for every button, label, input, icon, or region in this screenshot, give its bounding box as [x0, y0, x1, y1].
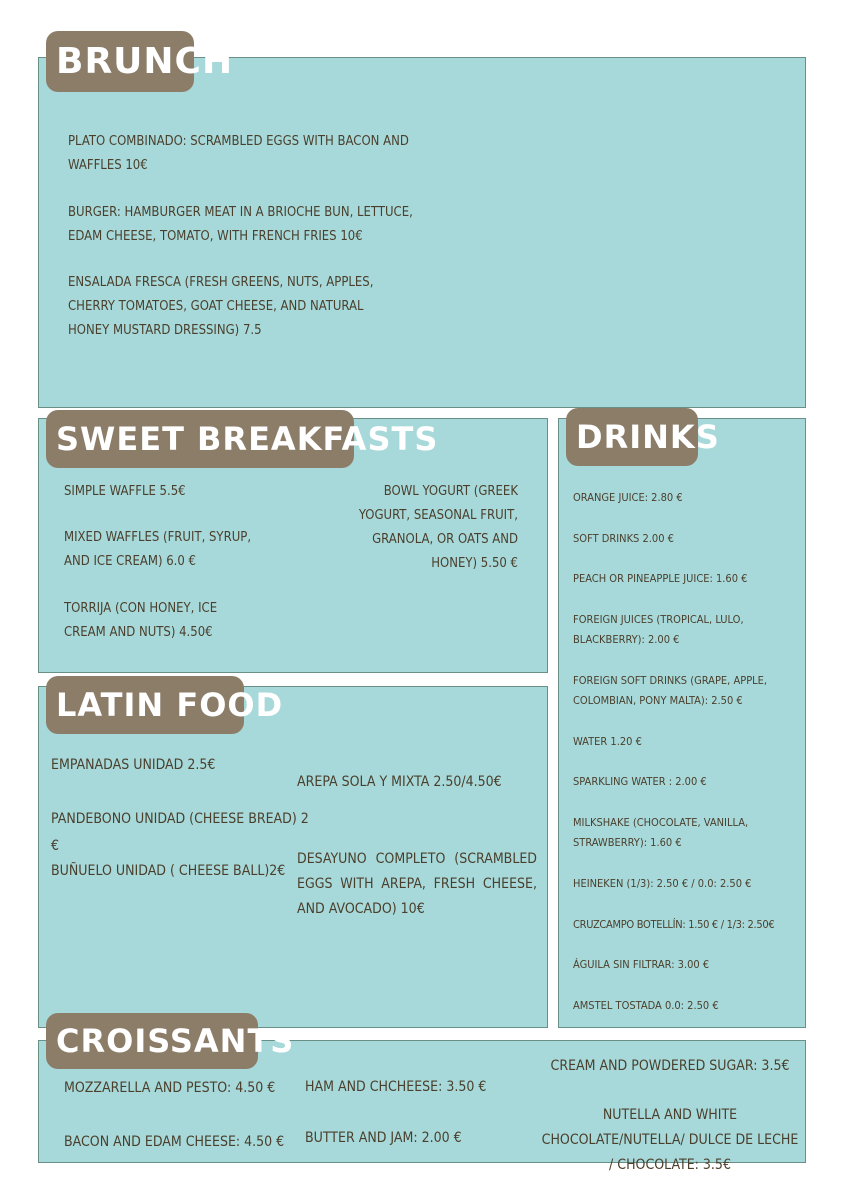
drink-item: SPARKLING WATER : 2.00 € [573, 775, 707, 788]
drinks-heading: DRINKS [566, 408, 698, 466]
drinks-section [558, 418, 806, 1028]
latin-food-heading: LATIN FOOD [46, 676, 244, 734]
croissant-item: BUTTER AND JAM: 2.00 € [305, 1130, 462, 1146]
drink-item: AMSTEL TOSTADA 0.0: 2.50 € [573, 999, 719, 1012]
drink-item: FOREIGN JUICES (TROPICAL, LULO, BLACKBERRY): 2.00 € [573, 613, 744, 646]
latin-item: EMPANADAS UNIDAD 2.5€ [51, 757, 216, 773]
sweet-item: MIXED WAFFLES (FRUIT, SYRUP, AND ICE CREAM) 6.0 € [64, 530, 252, 569]
croissants-heading: CROISSANTS [46, 1013, 258, 1069]
drink-item: ORANGE JUICE: 2.80 € [573, 491, 683, 504]
latin-item: DESAYUNO COMPLETO (SCRAMBLED EGGS WITH AREPA, FRESH CHEESE, AND AVOCADO) 10€ [297, 851, 537, 917]
brunch-item: BURGER: HAMBURGER MEAT IN A BRIOCHE BUN, LETTUCE, EDAM CHEESE, TOMATO, WITH FRENCH FRIES 10€ [68, 205, 413, 244]
croissant-item: MOZZARELLA AND PESTO: 4.50 € [64, 1080, 276, 1096]
sweet-item: SIMPLE WAFFLE 5.5€ [64, 484, 186, 499]
drink-item: PEACH OR PINEAPPLE JUICE: 1.60 € [573, 572, 748, 585]
croissant-item: NUTELLA AND WHITE CHOCOLATE/NUTELLA/ DULCE DE LECHE / CHOCOLATE: 3.5€ [541, 1107, 799, 1173]
drink-item: SOFT DRINKS 2.00 € [573, 532, 674, 545]
croissant-item: CREAM AND POWDERED SUGAR: 3.5€ [550, 1058, 790, 1074]
drink-item: WATER 1.20 € [573, 735, 642, 748]
brunch-heading: BRUNCH [46, 31, 194, 92]
sweet-item: BOWL YOGURT (GREEK YOGURT, SEASONAL FRUIT, GRANOLA, OR OATS AND HONEY) 5.50 € [358, 484, 518, 571]
drink-item: ÁGUILA SIN FILTRAR: 3.00 € [573, 958, 710, 971]
croissant-item: HAM AND CHCHEESE: 3.50 € [305, 1079, 487, 1095]
sweet-item: TORRIJA (CON HONEY, ICE CREAM AND NUTS) 4.50€ [64, 601, 218, 640]
drink-item: FOREIGN SOFT DRINKS (GRAPE, APPLE, COLOMBIAN, PONY MALTA): 2.50 € [573, 674, 768, 707]
drink-item: HEINEKEN (1/3): 2.50 € / 0.0: 2.50 € [573, 877, 752, 890]
drink-item: CRUZCAMPO BOTELLÍN: 1.50 € / 1/3: 2.50€ [573, 918, 775, 931]
brunch-item: ENSALADA FRESCA (FRESH GREENS, NUTS, APPLES, CHERRY TOMATOES, GOAT CHEESE, AND NATURAL HONEY MUSTARD DRESSING) 7.5 [68, 275, 374, 338]
drink-item: MILKSHAKE (CHOCOLATE, VANILLA, STRAWBERRY): 1.60 € [573, 816, 749, 849]
croissant-item: BACON AND EDAM CHEESE: 4.50 € [64, 1134, 285, 1150]
latin-item: BUÑUELO UNIDAD ( CHEESE BALL)2€ [51, 863, 286, 879]
sweet-breakfasts-heading: SWEET BREAKFASTS [46, 410, 354, 468]
latin-item: AREPA SOLA Y MIXTA 2.50/4.50€ [297, 774, 502, 790]
latin-item: PANDEBONO UNIDAD (CHEESE BREAD) 2 € [51, 811, 309, 854]
brunch-item: PLATO COMBINADO: SCRAMBLED EGGS WITH BACON AND WAFFLES 10€ [68, 134, 409, 173]
